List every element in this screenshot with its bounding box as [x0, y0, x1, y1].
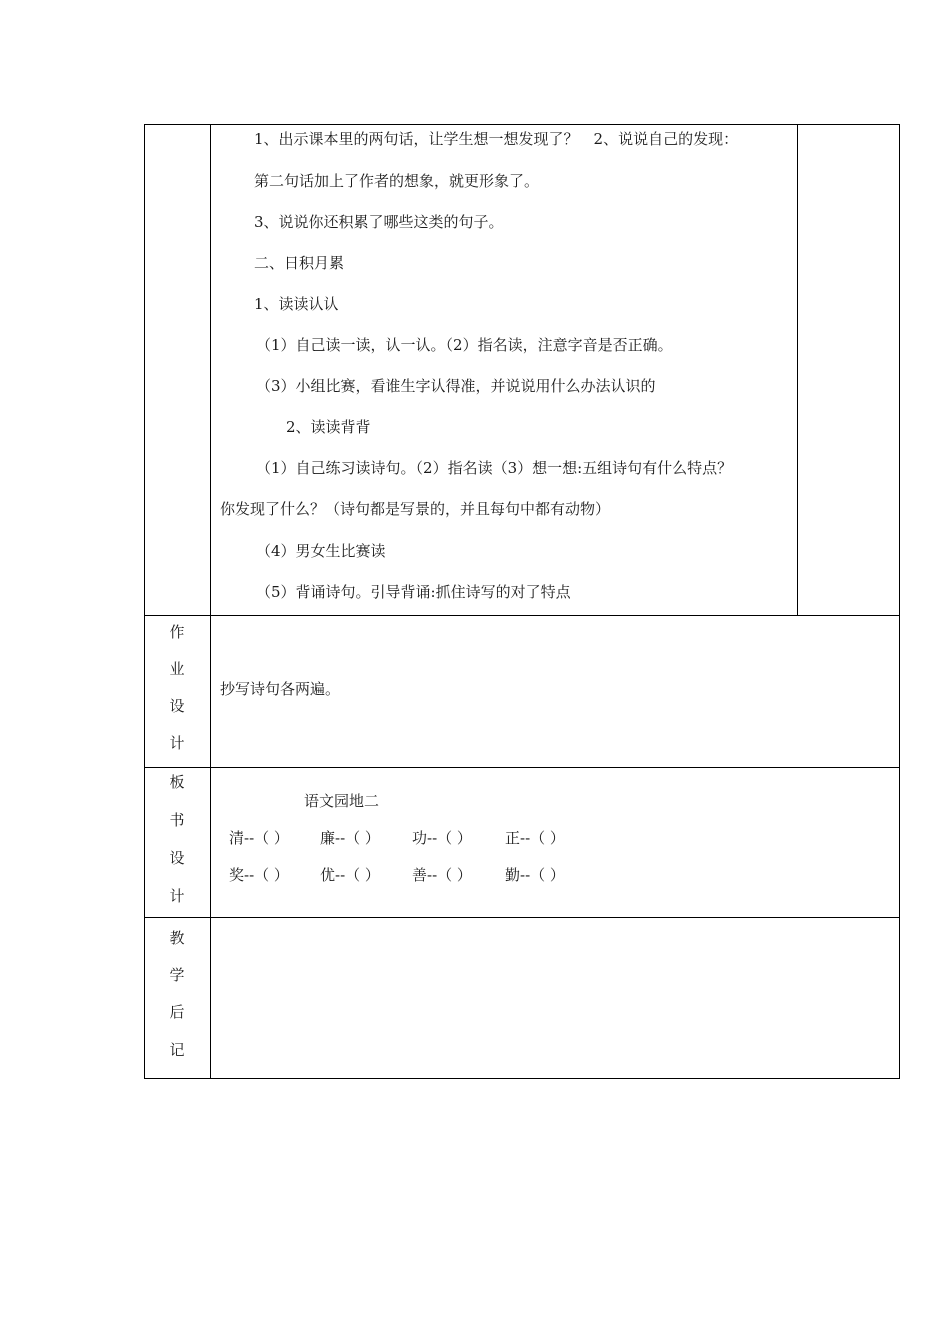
- procedure-line: 2、读读背背: [286, 418, 371, 436]
- procedure-line: 1、出示课本里的两句话，让学生想一想发现了？ 2、说说自己的发现：: [254, 130, 739, 148]
- procedure-line: 二、日积月累: [254, 254, 345, 272]
- row-divider: [144, 767, 900, 768]
- homework-content: 抄写诗句各两遍。: [220, 680, 341, 698]
- procedure-line: （5）背诵诗句。引导背诵:抓住诗写的对了特点: [256, 583, 571, 601]
- procedure-line: 第二句话加上了作者的想象，就更形象了。: [254, 172, 540, 190]
- row-divider: [144, 615, 900, 616]
- column-divider: [797, 124, 798, 616]
- procedure-line: （4）男女生比赛读: [256, 542, 386, 560]
- procedure-line: 3、说说你还积累了哪些这类的句子。: [254, 213, 504, 231]
- procedure-line: （3）小组比赛，看谁生字认得准，并说说用什么办法认识的: [256, 377, 656, 395]
- table-border-bottom: [144, 1078, 900, 1079]
- procedure-line: 你发现了什么？（诗句都是写景的，并且每句中都有动物）: [220, 500, 611, 518]
- procedure-line: （1）自己练习读诗句。（2）指名读（3）想一想:五组诗句有什么特点？: [256, 459, 733, 477]
- table-border-right: [899, 124, 900, 1079]
- table-border-top: [144, 124, 900, 125]
- row-divider: [144, 917, 900, 918]
- board-title: 语文园地二: [304, 792, 380, 810]
- procedure-line: （1）自己读一读，认一认。（2）指名读，注意字音是否正确。: [256, 336, 673, 354]
- lesson-plan-table: 1、出示课本里的两句话，让学生想一想发现了？ 2、说说自己的发现： 第二句话加上了作者的想象，就更形象了。 3、说说你还积累了哪些这类的句子。 二、日积月累 1、读读认认 （1）自己读一读，认一认。（2）指名读，注意字音是否正确。 （3）小组比赛，看谁生字认得准，并说说用什么办法认识的 2、读读背背 （1）自己练习读诗句。（2）指名读（3）想一想:五组诗句有什么特点？ 你发现了什么？（诗句都是写景的，并且每句中都有动物） （4）男女生比赛读 （5）背诵诗句。引导背诵:抓住诗写的对了特点 作 业 设 计 抄写诗句各两遍。 板 书 设 计 语文园地二 清--（ ） 廉--（ ） 功--（ ） 正--（ ） 奖--（ ） 优--（ ） 善--（ ） 勤--（ ） 教 学 后 记: [144, 124, 900, 1079]
- procedure-line: 1、读读认认: [254, 295, 339, 313]
- column-divider: [210, 124, 211, 1079]
